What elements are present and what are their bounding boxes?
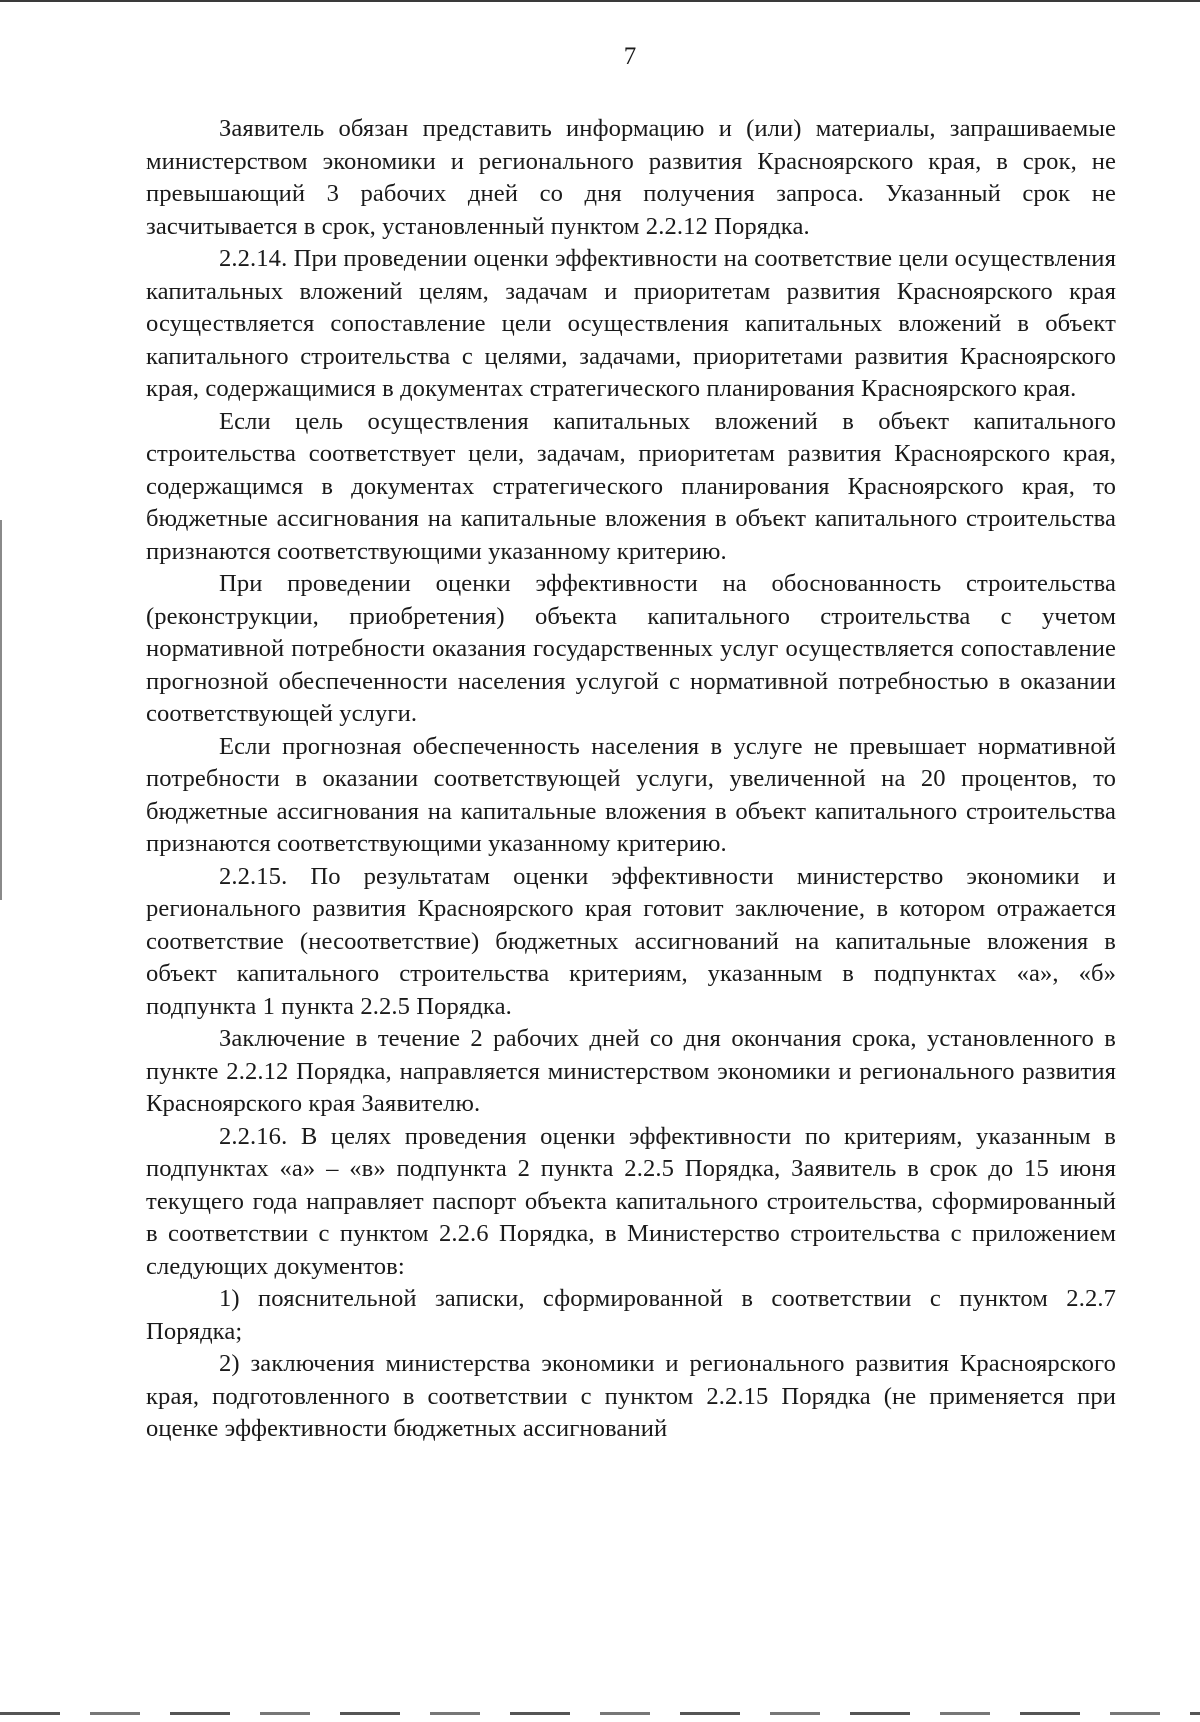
list-item-2: 2) заключения министерства экономики и регионального развития Красноярского края, подготовленного в соответствии с пунктом 2.2.15 Порядка (не применяется при оценке эффективности бюджетных ассигнований [146,1350,1116,1442]
paragraph-justification-assessment: При проведении оценки эффективности на обоснованность строительства (реконструкции, приобретения) объекта капитального строительства с учетом нормативной потребности оказания государственных услуг осуществляется сопоставление прогнозной обеспеченности населения услугой с нормативной потребностью в оказании соответствующей услуги. [146,570,1116,727]
scan-top-edge [0,0,1200,2]
paragraph-2-2-16: 2.2.16. В целях проведения оценки эффективности по критериям, указанным в подпунктах «а» – «в» подпункта 2 пункта 2.2.5 Порядка, Заявитель в срок до 15 июня текущего года направляет паспорт объекта капитального строительства, сформированный в соответствии с пунктом 2.2.6 Порядка, в Министерство строительства с приложением следующих документов: [146,1122,1116,1280]
paragraph-conclusion-deadline: Заключение в течение 2 рабочих дней со дня окончания срока, установленного в пункте 2.2.12 Порядка, направляется министерством экономики и регионального развития Красноярского края Заявителю. [146,1025,1116,1117]
paragraph-2-2-15: 2.2.15. По результатам оценки эффективности министерство экономики и регионального развития Красноярского края готовит заключение, в котором отражается соответствие (несоответствие) бюджетных ассигнований на капитальные вложения в объект капитального строительства критериям, указанным в подпунктах «а», «б» подпункта 1 пункта 2.2.5 Порядка. [146,862,1116,1020]
paragraph-2-2-14: 2.2.14. При проведении оценки эффективности на соответствие цели осуществления капитальных вложений целям, задачам и приоритетам развития Красноярского края осуществляется сопоставление цели осуществления капитальных вложений в объект капитального строительства с целями, задачами, приоритетами развития Красноярского края, содержащимися в документах стратегического планирования Красноярского края. [146,245,1116,402]
paragraph-goal-compliance: Если цель осуществления капитальных вложений в объект капитального строительства соответствует цели, задачам, приоритетам развития Красноярского края, содержащимся в документах стратегического планирования Красноярского края, то бюджетные ассигнования на капитальные вложения в объект капитального строительства признаются соответствующими указанному критерию. [146,407,1116,565]
list-item-1: 1) пояснительной записки, сформированной в соответствии с пунктом 2.2.7 Порядка; [146,1285,1116,1345]
scan-left-edge [0,520,2,900]
paragraph-applicant-obligation: Заявитель обязан представить информацию и (или) материалы, запрашиваемые министерством экономики и регионального развития Красноярского края, в срок, не превышающий 3 рабочих дней со дня получения запроса. Указанный срок не засчитывается в срок, установленный пунктом 2.2.12 Порядка. [146,115,1116,240]
paragraph-forecast-provision: Если прогнозная обеспеченность населения в услуге не превышает нормативной потребности в оказании соответствующей услуги, увеличенной на 20 процентов, то бюджетные ассигнования на капитальные вложения в объект капитального строительства признаются соответствующими указанному критерию. [146,732,1116,857]
document-body [146,113,1116,1446]
scan-bottom-edge [0,1712,1200,1715]
page-number: 7 [623,43,637,70]
